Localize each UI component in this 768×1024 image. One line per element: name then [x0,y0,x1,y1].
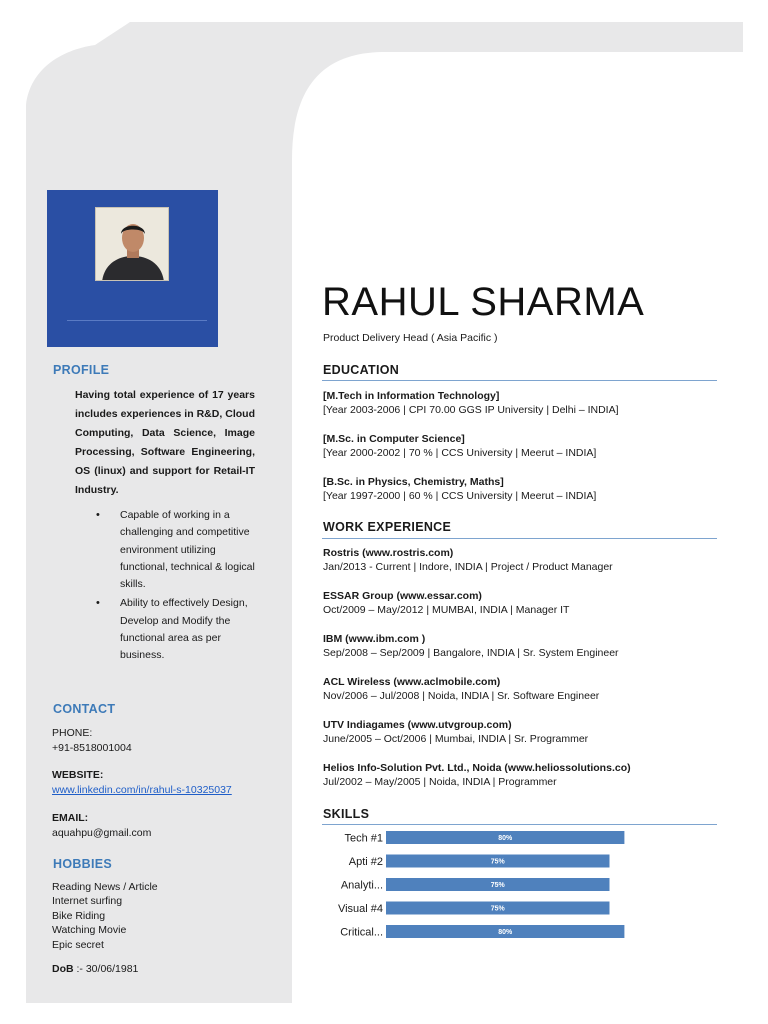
website-block [52,768,232,797]
photo-divider [67,320,207,321]
website-link[interactable]: www.linkedin.com/in/rahul-s-10325037 [52,783,232,796]
work-item [323,632,718,660]
education-degree: [M.Tech in Information Technology] [323,390,500,402]
hobby-item: Internet surfing [52,895,123,908]
dob-line [52,962,138,977]
skill-value-label: 75% [490,858,505,866]
skill-label: Analyti... [340,879,383,892]
work-detail: Sep/2008 – Sep/2009 | Bangalore, INDIA | Sr. System Engineer [323,647,619,659]
phone-block [52,726,132,755]
skill-value-label: 80% [498,835,513,842]
work-company: Helios Info-Solution Pvt. Ltd., Noida (www.heliossolutions.co) [323,762,631,774]
dob-value: :- 30/06/1981 [76,963,139,975]
contact-heading: CONTACT [53,702,116,716]
work-item [323,589,718,617]
candidate-title: Product Delivery Head ( Asia Pacific ) [323,332,498,344]
work-item [323,675,718,703]
skill-label: Tech #1 [344,832,383,845]
education-item [323,475,718,503]
education-detail: [Year 2000-2002 | 70 % | CCS University | Meerut – INDIA] [323,447,597,459]
hobby-item: Bike Riding [52,909,106,922]
work-company: ESSAR Group (www.essar.com) [323,590,482,602]
work-item [323,761,718,789]
work-detail: June/2005 – Oct/2006 | Mumbai, INDIA | Sr. Programmer [323,733,589,745]
hobbies-heading: HOBBIES [53,857,113,871]
profile-summary: Having total experience of 17 years includes experiences in R&D, Cloud Computing, Data Science, Image Processing, Software Engineering, OS (linux) and support for Retail-IT Industry. [75,389,255,496]
skill-label: Apti #2 [348,856,383,868]
profile-heading: PROFILE [53,363,110,377]
email-block [52,811,151,840]
skill-label: Visual #4 [337,903,383,915]
phone-value: +91-8518001004 [52,741,132,754]
education-degree: [M.Sc. in Computer Science] [323,433,465,445]
profile-bullets [92,507,262,667]
work-item [323,546,718,574]
education-heading: EDUCATION [323,363,400,377]
hobby-item: Epic secret [52,938,104,951]
work-detail: Oct/2009 – May/2012 | MUMBAI, INDIA | Manager IT [323,604,570,616]
profile-photo [95,207,169,281]
email-value: aquahpu@gmail.com [52,826,152,839]
work-heading: WORK EXPERIENCE [323,520,452,534]
work-company: UTV Indiagames (www.utvgroup.com) [323,719,512,731]
work-detail: Nov/2006 – Jul/2008 | Noida, INDIA | Sr. Software Engineer [323,690,600,702]
work-item [323,718,718,746]
work-rule [322,538,717,539]
hobbies-list [52,880,158,952]
education-rule [322,380,717,381]
profile-bullet: • Capable of working in a challenging and competitive environment utilizing functional, technical & logical skills. [92,507,262,593]
education-detail: [Year 1997-2000 | 60 % | CCS University | Meerut – INDIA] [323,490,597,502]
email-label: EMAIL: [52,812,89,824]
skill-label: Critical... [340,926,383,939]
profile-photo-panel [47,190,218,347]
work-company: Rostris (www.rostris.com) [323,547,454,559]
education-item [323,389,718,417]
work-company: IBM (www.ibm.com ) [323,633,426,645]
hobby-item: Reading News / Article [52,881,158,893]
skills-rule [322,824,717,825]
person-photo-icon [96,208,169,281]
skill-value-label: 75% [490,905,505,913]
skills-heading: SKILLS [323,807,370,821]
skill-value-label: 80% [498,929,513,936]
skill-value-label: 75% [490,882,505,889]
work-detail: Jul/2002 – May/2005 | Noida, INDIA | Programmer [323,776,557,788]
phone-label: PHONE: [52,727,93,739]
work-detail: Jan/2013 - Current | Indore, INDIA | Project / Product Manager [323,561,613,573]
education-detail: [Year 2003-2006 | CPI 70.00 GGS IP University | Delhi – INDIA] [323,404,619,416]
education-item [323,432,718,460]
skills-chart [322,830,642,960]
dob-label: DoB [52,963,74,975]
website-label: WEBSITE: [52,769,104,781]
hobby-item: Watching Movie [52,924,127,937]
profile-bullet: • Ability to effectively Design, Develop and Modify the functional area as per business. [92,595,262,664]
work-company: ACL Wireless (www.aclmobile.com) [323,676,501,688]
education-degree: [B.Sc. in Physics, Chemistry, Maths] [323,476,504,488]
candidate-name: RAHUL SHARMA [322,280,645,324]
